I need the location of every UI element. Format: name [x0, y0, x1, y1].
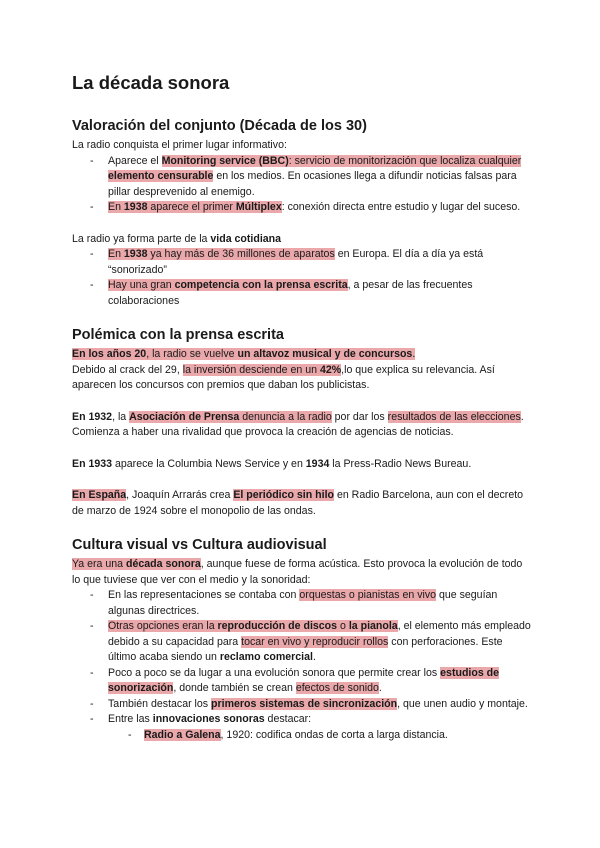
bullet-list-1 [72, 154, 532, 216]
bullet-list-3 [72, 588, 532, 743]
dash-bullet: - [90, 713, 94, 725]
dash-bullet: - [90, 589, 94, 601]
dash-bullet: - [90, 666, 94, 679]
list-item: - También destacar los primeros sistemas de sincronización, que unen audio y montaje. [72, 697, 532, 713]
dash-bullet: - [90, 201, 94, 213]
dash-bullet: - [90, 154, 94, 167]
paragraph: En 1932, la Asociación de Prensa denuncia a la radio por dar los resultados de las elecciones. Comienza a haber una rivalidad que provoca la creación de agencias de noticias. [72, 410, 524, 438]
list-item: - Hay una gran competencia con la prensa escrita, a pesar de las frecuentes colaboraciones [90, 279, 473, 307]
dash-bullet: - [90, 248, 94, 260]
dash-bullet: - [90, 279, 94, 291]
paragraph: Debido al crack del 29, la inversión desciende en un 42%,lo que explica su relevancia. Así aparecen los concursos con premios que daban los publicistas. [72, 363, 495, 391]
list-item: - Aparece el Monitoring service (BBC): servicio de monitorización que localiza cualquier elemento censurable en los medios. En ocasiones llega a difundir noticias falsas para pillar desprevenido al enemigo. [90, 154, 522, 198]
dash-bullet: - [90, 620, 94, 632]
list-item: - En las representaciones se contaba con orquestas o pianistas en vivo que seguían algunas directrices. [90, 589, 498, 617]
document-title: La década sonora [72, 72, 230, 93]
paragraph: Ya era una década sonora, aunque fuese de forma acústica. Esto provoca la evolución de todo lo que tuviese que ver con el medio y la sonoridad: [72, 558, 523, 586]
paragraph: En 1933 aparece la Columbia News Service y en 1934 la Press-Radio News Bureau. [72, 457, 472, 470]
list-item: - En 1938 ya hay más de 36 millones de aparatos en Europa. El día a día ya está “sonorizado” [90, 248, 484, 276]
paragraph: En España, Joaquín Arrarás crea El periódico sin hilo en Radio Barcelona, aun con el decreto de marzo de 1924 sobre el monopolio de las ondas. [72, 489, 524, 517]
dash-bullet: - [90, 697, 94, 710]
section-heading-cultura: Cultura visual vs Cultura audiovisual [72, 537, 327, 553]
bullet-list-2 [72, 247, 532, 309]
section-heading-polemica: Polémica con la prensa escrita [72, 327, 284, 343]
list-item: - En 1938 aparece el primer Múltiplex: conexión directa entre estudio y lugar del suceso. [72, 200, 532, 216]
paragraph-intro-2: La radio ya forma parte de la vida cotidiana [72, 232, 282, 245]
list-item: - Otras opciones eran la reproducción de discos o la pianola, el elemento más empleado debido a su capacidad para tocar en vivo y reproducir rollos con perforaciones. Este último acaba siendo un reclamo comercial. [90, 620, 531, 663]
paragraph: En los años 20, la radio se vuelve un altavoz musical y de concursos. [72, 348, 416, 360]
paragraph-intro: La radio conquista el primer lugar informativo: [72, 139, 287, 151]
dash-bullet: - [128, 728, 132, 741]
document-page [72, 70, 532, 743]
list-item: - Poco a poco se da lugar a una evolución sonora que permite crear los estudios de sonorización, donde también se crean efectos de sonido. [90, 666, 500, 694]
list-item-nested: - Radio a Galena, 1920: codifica ondas de corta a larga distancia. [72, 728, 532, 744]
section-heading-valoracion: Valoración del conjunto (Década de los 30) [72, 118, 367, 134]
list-item: - Entre las innovaciones sonoras destacar: [72, 712, 532, 728]
